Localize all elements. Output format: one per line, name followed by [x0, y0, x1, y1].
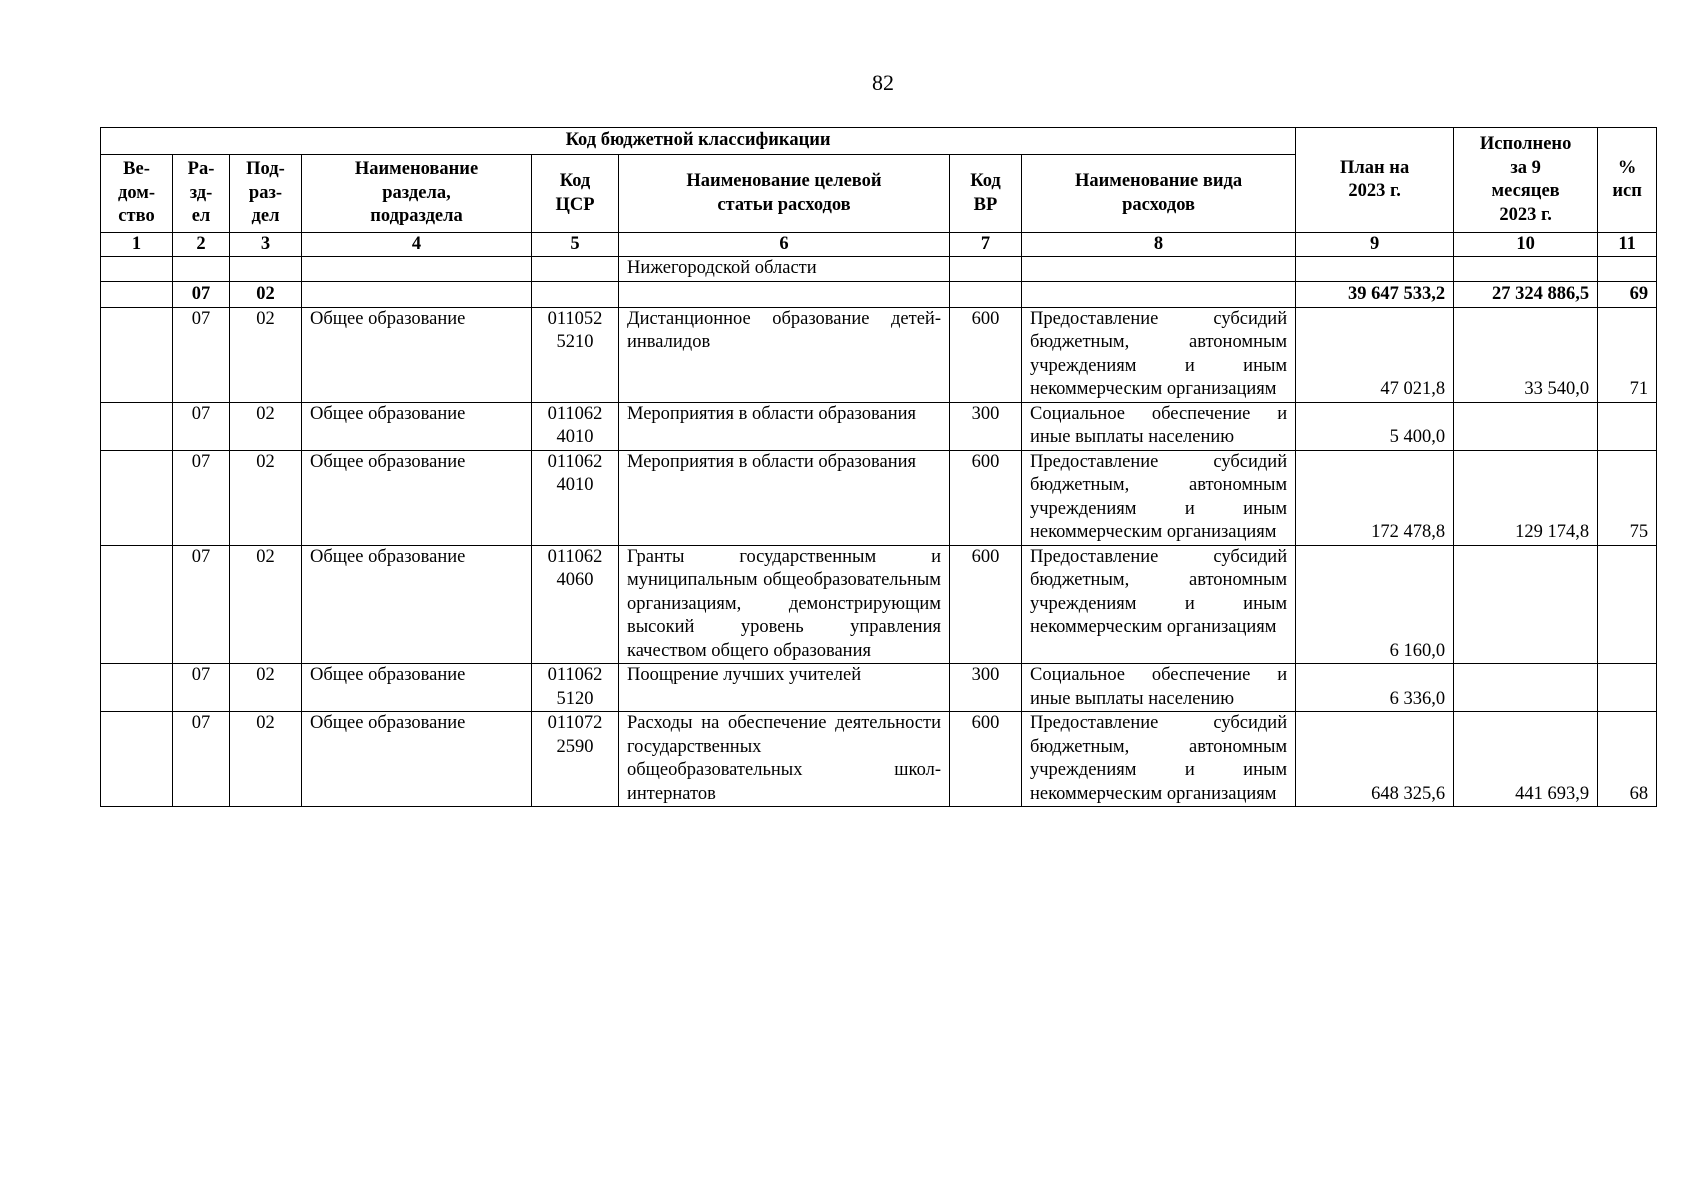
target-name-cell: Расходы на обеспечение деятельности государственных общеобразовательных школ-интернатов — [619, 712, 950, 807]
vedomstvo-cell — [101, 664, 173, 712]
csr-code-cell: 011062 4010 — [532, 450, 619, 545]
target-name-cell: Дистанционное образование детей-инвалидов — [619, 307, 950, 402]
column-header-11: % исп — [1598, 128, 1657, 233]
section-name-cell: Общее образование — [302, 545, 532, 664]
column-header-9: План на 2023 г. — [1296, 128, 1454, 233]
column-number: 9 — [1296, 233, 1454, 257]
continuation-row — [101, 257, 1657, 282]
column-number: 1 — [101, 233, 173, 257]
budget-table — [100, 127, 1657, 807]
subtotal-percent: 69 — [1598, 281, 1657, 307]
column-header-7: Код ВР — [950, 155, 1022, 233]
csr-code-cell: 011062 5120 — [532, 664, 619, 712]
csr-code-cell: 011062 4010 — [532, 402, 619, 450]
podrazdel-cell: 02 — [230, 664, 302, 712]
executed-cell — [1454, 402, 1598, 450]
subtotal-podrazdel: 02 — [230, 281, 302, 307]
razdel-cell: 07 — [173, 545, 230, 664]
executed-cell: 33 540,0 — [1454, 307, 1598, 402]
expense-type-cell: Предоставление субсидий бюджетным, автономным учреждениям и иным некоммерческим организациям — [1022, 307, 1296, 402]
column-number: 4 — [302, 233, 532, 257]
expense-type-cell: Социальное обеспечение и иные выплаты населению — [1022, 664, 1296, 712]
percent-cell — [1598, 402, 1657, 450]
csr-code-cell: 011072 2590 — [532, 712, 619, 807]
column-number: 2 — [173, 233, 230, 257]
target-name-cell: Мероприятия в области образования — [619, 450, 950, 545]
vr-code-cell: 300 — [950, 664, 1022, 712]
table-row — [101, 402, 1657, 450]
percent-cell: 75 — [1598, 450, 1657, 545]
executed-cell: 129 174,8 — [1454, 450, 1598, 545]
vr-code-cell: 600 — [950, 450, 1022, 545]
csr-code-cell: 011052 5210 — [532, 307, 619, 402]
section-name-cell: Общее образование — [302, 402, 532, 450]
plan-cell: 5 400,0 — [1296, 402, 1454, 450]
percent-cell — [1598, 664, 1657, 712]
table-row — [101, 712, 1657, 807]
razdel-cell: 07 — [173, 402, 230, 450]
column-number: 5 — [532, 233, 619, 257]
section-name-cell: Общее образование — [302, 307, 532, 402]
expense-type-cell: Социальное обеспечение и иные выплаты населению — [1022, 402, 1296, 450]
vr-code-cell: 600 — [950, 307, 1022, 402]
budget-classification-header: Код бюджетной классификации — [101, 128, 1296, 155]
vedomstvo-cell — [101, 402, 173, 450]
page-number: 82 — [872, 70, 894, 95]
podrazdel-cell: 02 — [230, 712, 302, 807]
target-name-cell: Мероприятия в области образования — [619, 402, 950, 450]
razdel-cell: 07 — [173, 664, 230, 712]
target-name-cell: Гранты государственным и муниципальным общеобразовательным организациям, демонстрирующим высокий уровень управления качеством общего образования — [619, 545, 950, 664]
subtotal-executed: 27 324 886,5 — [1454, 281, 1598, 307]
column-header-5: Код ЦСР — [532, 155, 619, 233]
column-number: 11 — [1598, 233, 1657, 257]
plan-cell: 47 021,8 — [1296, 307, 1454, 402]
vedomstvo-cell — [101, 545, 173, 664]
table-row — [101, 450, 1657, 545]
column-header-3: Под- раз- дел — [230, 155, 302, 233]
vr-code-cell: 300 — [950, 402, 1022, 450]
podrazdel-cell: 02 — [230, 402, 302, 450]
podrazdel-cell: 02 — [230, 307, 302, 402]
expense-type-cell: Предоставление субсидий бюджетным, автономным учреждениям и иным некоммерческим организациям — [1022, 450, 1296, 545]
expense-type-cell: Предоставление субсидий бюджетным, автономным учреждениям и иным некоммерческим организациям — [1022, 712, 1296, 807]
table-row — [101, 664, 1657, 712]
target-name-cell: Поощрение лучших учителей — [619, 664, 950, 712]
vedomstvo-cell — [101, 307, 173, 402]
subtotal-row — [101, 281, 1657, 307]
column-header-10: Исполнено за 9 месяцев 2023 г. — [1454, 128, 1598, 233]
section-name-cell: Общее образование — [302, 450, 532, 545]
executed-cell: 441 693,9 — [1454, 712, 1598, 807]
section-name-cell: Общее образование — [302, 664, 532, 712]
percent-cell — [1598, 545, 1657, 664]
column-number-row — [101, 233, 1657, 257]
razdel-cell: 07 — [173, 450, 230, 545]
column-header-8: Наименование вида расходов — [1022, 155, 1296, 233]
column-header-2: Ра- зд- ел — [173, 155, 230, 233]
column-number: 3 — [230, 233, 302, 257]
percent-cell: 71 — [1598, 307, 1657, 402]
table-row — [101, 307, 1657, 402]
vedomstvo-cell — [101, 712, 173, 807]
expense-type-cell: Предоставление субсидий бюджетным, автономным учреждениям и иным некоммерческим организациям — [1022, 545, 1296, 664]
subtotal-razdel: 07 — [173, 281, 230, 307]
csr-code-cell: 011062 4060 — [532, 545, 619, 664]
podrazdel-cell: 02 — [230, 450, 302, 545]
plan-cell: 172 478,8 — [1296, 450, 1454, 545]
table-row — [101, 545, 1657, 664]
column-number: 7 — [950, 233, 1022, 257]
razdel-cell: 07 — [173, 712, 230, 807]
executed-cell — [1454, 545, 1598, 664]
column-number: 6 — [619, 233, 950, 257]
column-header-4: Наименование раздела, подраздела — [302, 155, 532, 233]
subtotal-plan: 39 647 533,2 — [1296, 281, 1454, 307]
plan-cell: 6 336,0 — [1296, 664, 1454, 712]
plan-cell: 648 325,6 — [1296, 712, 1454, 807]
podrazdel-cell: 02 — [230, 545, 302, 664]
header-group-row — [101, 128, 1657, 155]
razdel-cell: 07 — [173, 307, 230, 402]
vedomstvo-cell — [101, 450, 173, 545]
vr-code-cell: 600 — [950, 545, 1022, 664]
plan-cell: 6 160,0 — [1296, 545, 1454, 664]
column-header-1: Ве- дом- ство — [101, 155, 173, 233]
percent-cell: 68 — [1598, 712, 1657, 807]
column-number: 10 — [1454, 233, 1598, 257]
column-number: 8 — [1022, 233, 1296, 257]
vr-code-cell: 600 — [950, 712, 1022, 807]
executed-cell — [1454, 664, 1598, 712]
column-header-6: Наименование целевой статьи расходов — [619, 155, 950, 233]
continuation-text: Нижегородской области — [619, 257, 950, 282]
section-name-cell: Общее образование — [302, 712, 532, 807]
